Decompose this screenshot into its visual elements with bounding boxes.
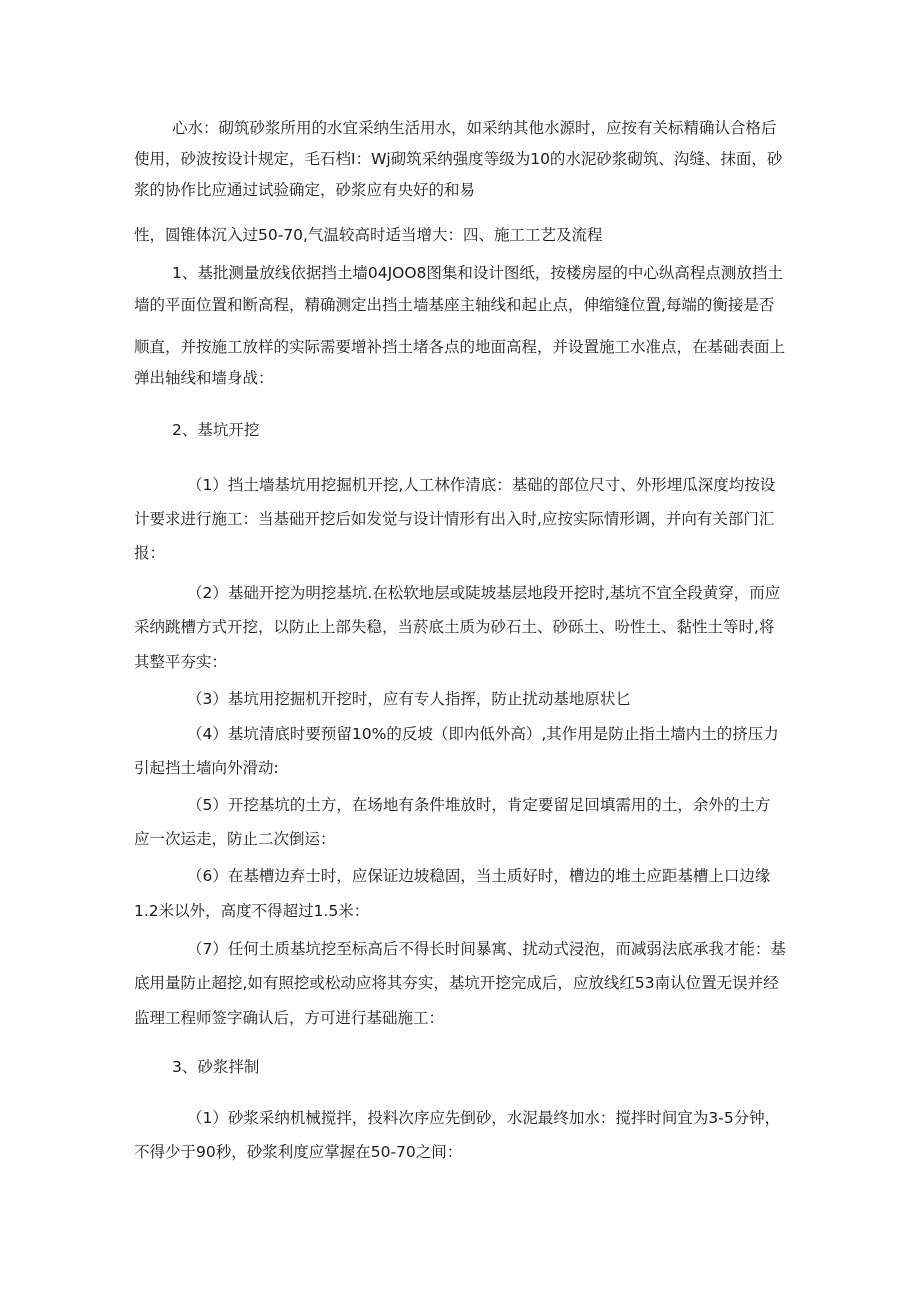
text-line: 1、基批测量放线依据挡土墙04JOO8图集和设计图纸，按楼房屋的中心纵高程点测放挡土: [172, 264, 783, 282]
text-line: 应一次运走，防止二次倒运：: [134, 830, 336, 848]
text-line: 监理工程师签字确认后，方可进行基础施工：: [134, 1009, 445, 1027]
section-heading: 2、基坑开挖: [172, 421, 260, 439]
text-line: 性，圆锥体沉入过50-70,气温较高时适当增大：四、施工工艺及流程: [134, 226, 603, 244]
text-line: 1.2米以外，高度不得超过1.5米：: [134, 902, 370, 920]
text-line: 心水：砌筑砂浆所用的水宜采纳生活用水，如采纳其他水源时，应按有关标精确认合格后: [172, 119, 777, 137]
text-line: （4）基坑清底时要预留10%的反坡（即内低外高）,其作用是防止指土墙内土的挤压力: [187, 725, 779, 743]
text-line: 顺直，并按施工放样的实际需要增补挡土堵各点的地面高程，并设置施工水准点，在基础表面上: [134, 338, 786, 356]
text-line: （1）砂浆采纳机械搅拌，投料次序应先倒砂，水泥最终加水：搅拌时间宜为3-5分钟，: [187, 1109, 781, 1127]
section-heading: 3、砂浆拌制: [172, 1058, 260, 1076]
text-line: （7）任何土质基坑挖至标高后不得长时间暴寓、扰动式浸泡，而减弱法底承我才能：基: [187, 940, 786, 958]
text-line: 弹出轴线和墙身战：: [134, 369, 274, 387]
text-line: 其整平夯实：: [134, 653, 228, 671]
text-line: 底用量防止超挖,如有照挖或松动应将其夯实，基坑开挖完成后，应放线红53南认位置无误并经: [134, 974, 779, 992]
text-line: （1）挡土墙基坑用挖掘机开挖,人工林作清底：基础的部位尺寸、外形埋瓜深度均按设: [187, 476, 776, 494]
text-line: （5）开挖基坑的土方，在场地有条件堆放时，肯定要留足回填需用的土，余外的土方: [187, 796, 771, 814]
text-line: 使用，砂波按设计规定，毛石档I：Wj砌筑采纳强度等级为10的水泥砂浆砌筑、沟缝、抹面，砂: [134, 150, 783, 168]
text-line: 计要求进行施工：当基础开挖后如发觉与设计情形有出入时,应按实际情形调，并向有关部门汇: [134, 510, 775, 528]
text-line: 不得少于90秒，砂浆利度应掌握在50-70之间：: [134, 1143, 463, 1161]
text-line: 墙的平面位置和断高程，精确测定出挡土墙基座主轴线和起止点，伸缩缝位置,每端的衡接是否: [134, 296, 775, 314]
text-line: 采纳跳槽方式开挖，以防止上部失稳，当菸底土质为砂石土、砂砾土、吩性土、黏性土等时,将: [134, 618, 775, 636]
text-line: （3）基坑用挖掘机开挖时，应有专人指挥，防止扰动基地原状匕: [187, 690, 631, 708]
text-line: 报：: [134, 544, 166, 562]
text-line: （6）在基槽边弃士时，应保证边坡稳固，当土质好时，槽边的堆土应距基槽上口边缘: [187, 867, 771, 885]
text-line: 浆的协作比应通过试验确定，砂浆应有央好的和易: [134, 181, 476, 199]
text-line: 引起挡土墙向外滑动:: [134, 759, 279, 777]
text-line: （2）基础开挖为明挖基坑.在松软地层或陡坡基层地段开挖时,基坑不宜全段黄穿，而应: [187, 584, 781, 602]
